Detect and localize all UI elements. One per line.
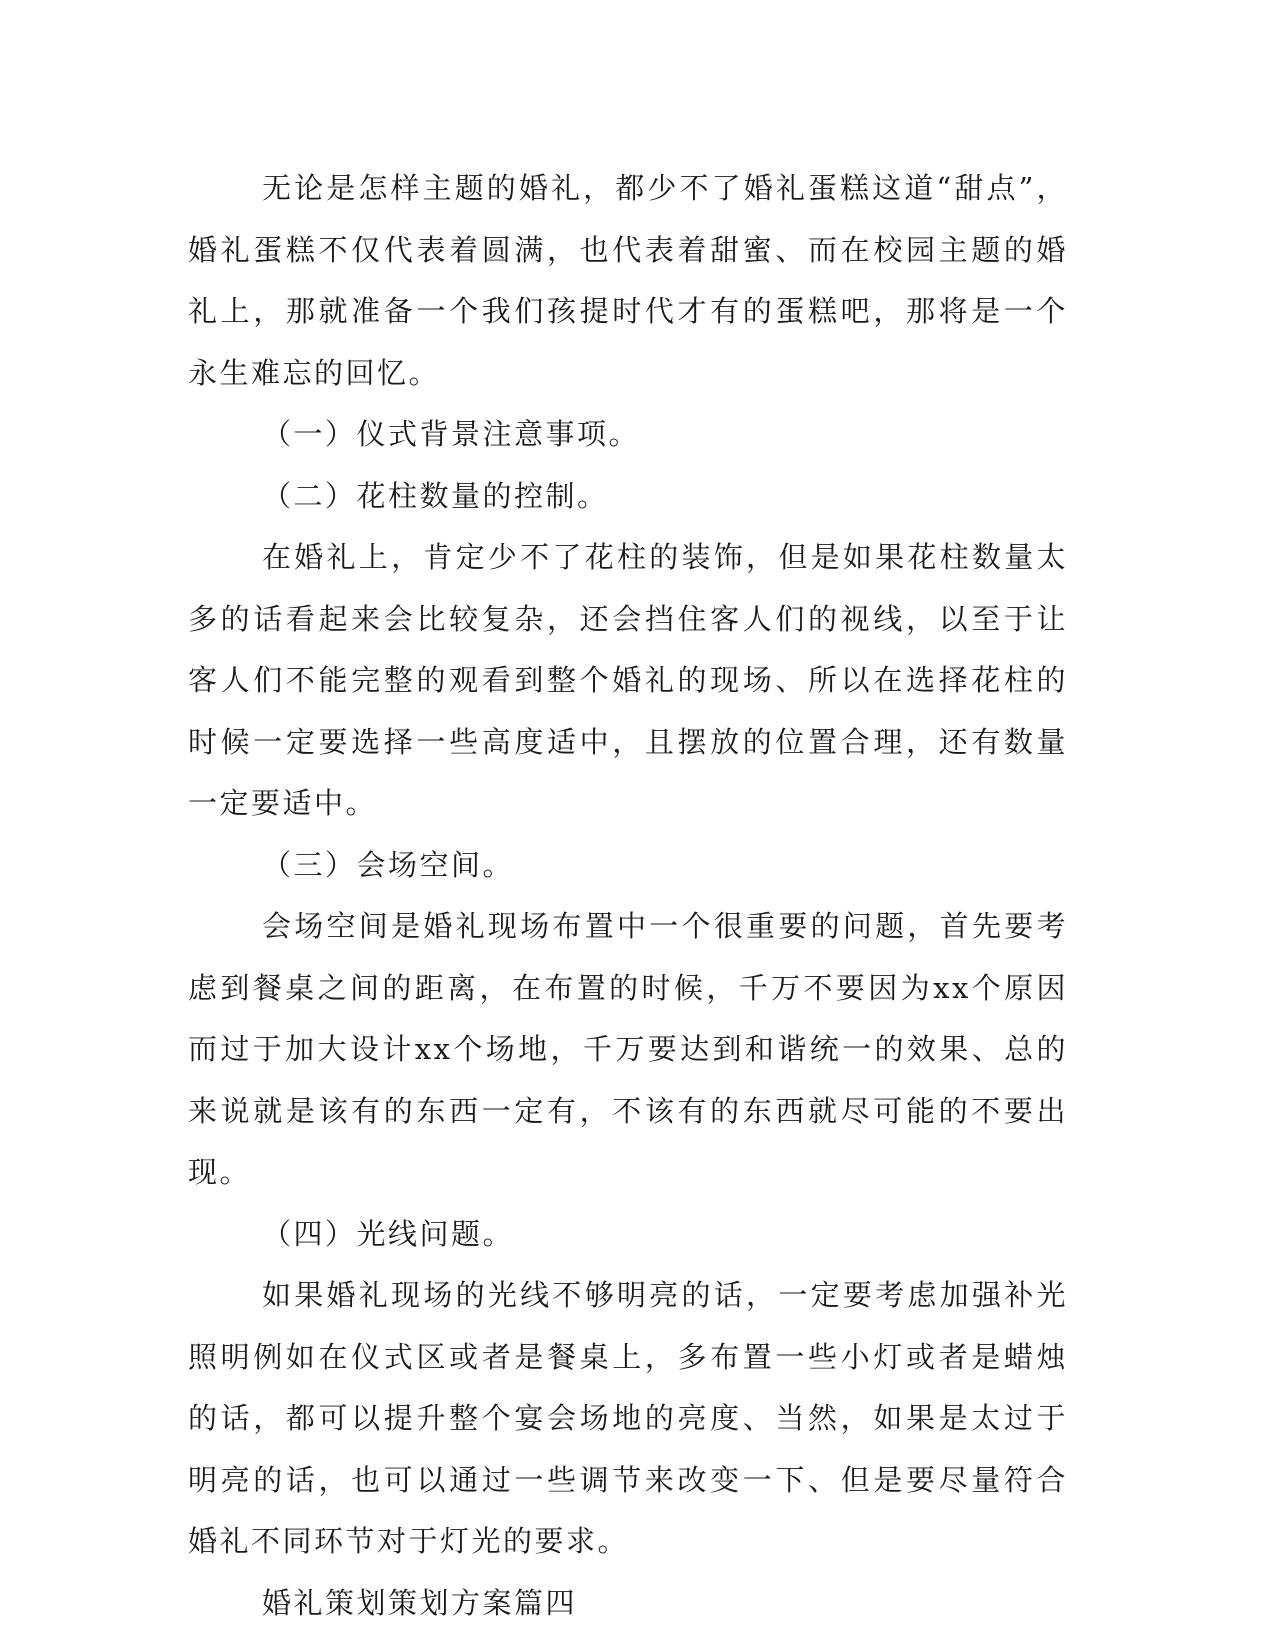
document-body [188, 158, 1068, 1634]
section-heading-flower-pillars: （二）花柱数量的控制。 [262, 478, 609, 513]
paragraph-lighting: 如果婚礼现场的光线不够明亮的话，一定要考虑加强补光照明例如在仪式区或者是餐桌上，多布置一些小灯或者是蜡烛的话，都可以提升整个宴会场地的亮度、当然，如果是太过于明亮的话，也可以通过一些调节来改变一下、但是要尽量符合婚礼不同环节对于灯光的要求。 [188, 1278, 1068, 1558]
paragraph-wedding-cake: 无论是怎样主题的婚礼，都少不了婚礼蛋糕这道“甜点”，婚礼蛋糕不仅代表着圆满，也代表着甜蜜、而在校园主题的婚礼上，那就准备一个我们孩提时代才有的蛋糕吧，那将是一个永生难忘的回忆。 [188, 171, 1068, 390]
section-heading-lighting: （四）光线问题。 [262, 1216, 515, 1251]
paragraph-venue-space: 会场空间是婚礼现场布置中一个很重要的问题，首先要考虑到餐桌之间的距离，在布置的时候，千万不要因为xx个原因而过于加大设计xx个场地，千万要达到和谐统一的效果、总的来说就是该有的东西一定有，不该有的东西就尽可能的不要出现。 [188, 909, 1068, 1189]
chapter-title-plan-four: 婚礼策划策划方案篇四 [262, 1585, 578, 1620]
paragraph-flower-pillars: 在婚礼上，肯定少不了花柱的装饰，但是如果花柱数量太多的话看起来会比较复杂，还会挡住客人们的视线，以至于让客人们不能完整的观看到整个婚礼的现场、所以在选择花柱的时候一定要选择一些高度适中，且摆放的位置合理，还有数量一定要适中。 [188, 540, 1068, 820]
section-heading-venue-space: （三）会场空间。 [262, 847, 515, 882]
section-heading-ceremony-background: （一）仪式背景注意事项。 [262, 417, 641, 451]
